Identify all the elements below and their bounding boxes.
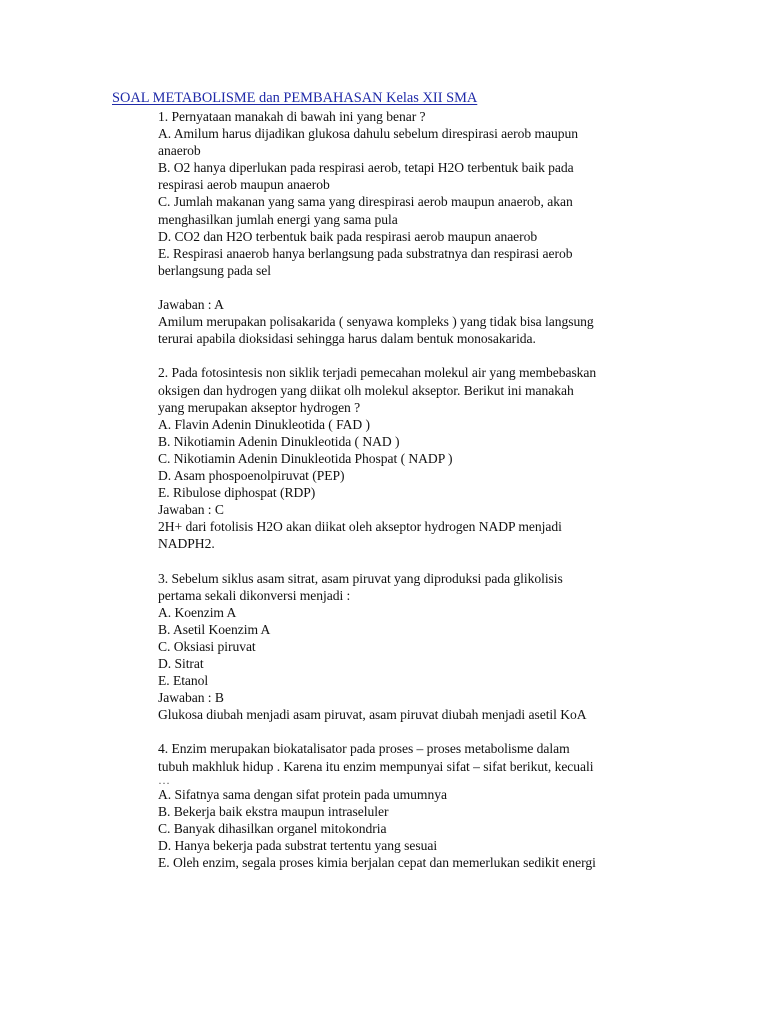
question-4-option-b: B. Bekerja baik ekstra maupun intraseluler <box>158 803 389 819</box>
question-3-text-cont: pertama sekali dikonversi menjadi : <box>158 587 351 603</box>
question-2-answer: Jawaban : C <box>158 502 224 518</box>
question-4-text-cont: tubuh makhluk hidup . Karena itu enzim mempunyai sifat – sifat berikut, kecuali <box>158 758 594 774</box>
question-2-option-d: D. Asam phospoenolpiruvat (PEP) <box>158 467 345 483</box>
document-body <box>158 108 658 871</box>
question-1-option-a: A. Amilum harus dijadikan glukosa dahulu sebelum direspirasi aerob maupun <box>158 126 578 142</box>
question-3-explanation: Glukosa diubah menjadi asam piruvat, asam piruvat diubah menjadi asetil KoA <box>158 707 587 723</box>
question-1-option-e-cont: berlangsung pada sel <box>158 262 272 278</box>
question-4-option-c: C. Banyak dihasilkan organel mitokondria <box>158 820 387 836</box>
question-2 <box>158 364 658 552</box>
question-2-text-cont: yang merupakan akseptor hydrogen ? <box>158 399 361 415</box>
question-2-text-cont: oksigen dan hydrogen yang diikat olh molekul akseptor. Berikut ini manakah <box>158 382 574 398</box>
question-3-answer: Jawaban : B <box>158 690 224 706</box>
question-4 <box>158 740 658 871</box>
spacer <box>158 723 658 740</box>
question-3-text: 3. Sebelum siklus asam sitrat, asam piruvat yang diproduksi pada glikolisis <box>158 570 563 586</box>
question-1-option-c: C. Jumlah makanan yang sama yang direspirasi aerob maupun anaerob, akan <box>158 194 573 210</box>
question-2-option-b: B. Nikotiamin Adenin Dinukleotida ( NAD ) <box>158 433 400 449</box>
question-3-option-e: E. Etanol <box>158 673 209 689</box>
document-title[interactable]: SOAL METABOLISME dan PEMBAHASAN Kelas XII SMA <box>112 90 478 106</box>
question-2-option-e: E. Ribulose diphospat (RDP) <box>158 485 316 501</box>
question-1 <box>158 108 658 347</box>
question-3-option-a: A. Koenzim A <box>158 604 237 620</box>
question-1-option-b: B. O2 hanya diperlukan pada respirasi aerob, tetapi H2O terbentuk baik pada <box>158 160 574 176</box>
spacer <box>158 347 658 364</box>
question-3-option-b: B. Asetil Koenzim A <box>158 621 271 637</box>
question-2-explanation-cont: NADPH2. <box>158 536 215 552</box>
question-1-explanation-cont: terurai apabila dioksidasi sehingga harus dalam bentuk monosakarida. <box>158 331 536 347</box>
spacer <box>158 279 658 296</box>
question-3-option-c: C. Oksiasi piruvat <box>158 638 256 654</box>
question-2-option-a: A. Flavin Adenin Dinukleotida ( FAD ) <box>158 416 370 432</box>
question-2-explanation: 2H+ dari fotolisis H2O akan diikat oleh akseptor hydrogen NADP menjadi <box>158 519 562 535</box>
question-1-option-c-cont: menghasilkan jumlah energi yang sama pula <box>158 211 398 227</box>
question-4-ellipsis: … <box>158 772 170 787</box>
question-1-explanation: Amilum merupakan polisakarida ( senyawa kompleks ) yang tidak bisa langsung <box>158 314 594 330</box>
question-1-answer: Jawaban : A <box>158 297 224 313</box>
question-1-option-e: E. Respirasi anaerob hanya berlangsung pada substratnya dan respirasi aerob <box>158 245 573 261</box>
question-4-text: 4. Enzim merupakan biokatalisator pada proses – proses metabolisme dalam <box>158 741 570 757</box>
question-1-option-b-cont: respirasi aerob maupun anaerob <box>158 177 330 193</box>
question-3 <box>158 570 658 724</box>
question-1-option-a-cont: anaerob <box>158 143 201 159</box>
question-2-option-c: C. Nikotiamin Adenin Dinukleotida Phospat ( NADP ) <box>158 450 453 466</box>
question-4-option-e: E. Oleh enzim, segala proses kimia berjalan cepat dan memerlukan sedikit energi <box>158 855 596 871</box>
spacer <box>158 552 658 569</box>
question-4-option-a: A. Sifatnya sama dengan sifat protein pada umumnya <box>158 786 447 802</box>
question-3-option-d: D. Sitrat <box>158 656 204 671</box>
question-1-option-d: D. CO2 dan H2O terbentuk baik pada respirasi aerob maupun anaerob <box>158 228 538 244</box>
question-2-text: 2. Pada fotosintesis non siklik terjadi pemecahan molekul air yang membebaskan <box>158 365 597 381</box>
question-4-option-d: D. Hanya bekerja pada substrat tertentu yang sesuai <box>158 837 438 853</box>
question-1-text: 1. Pernyataan manakah di bawah ini yang benar ? <box>158 109 426 124</box>
